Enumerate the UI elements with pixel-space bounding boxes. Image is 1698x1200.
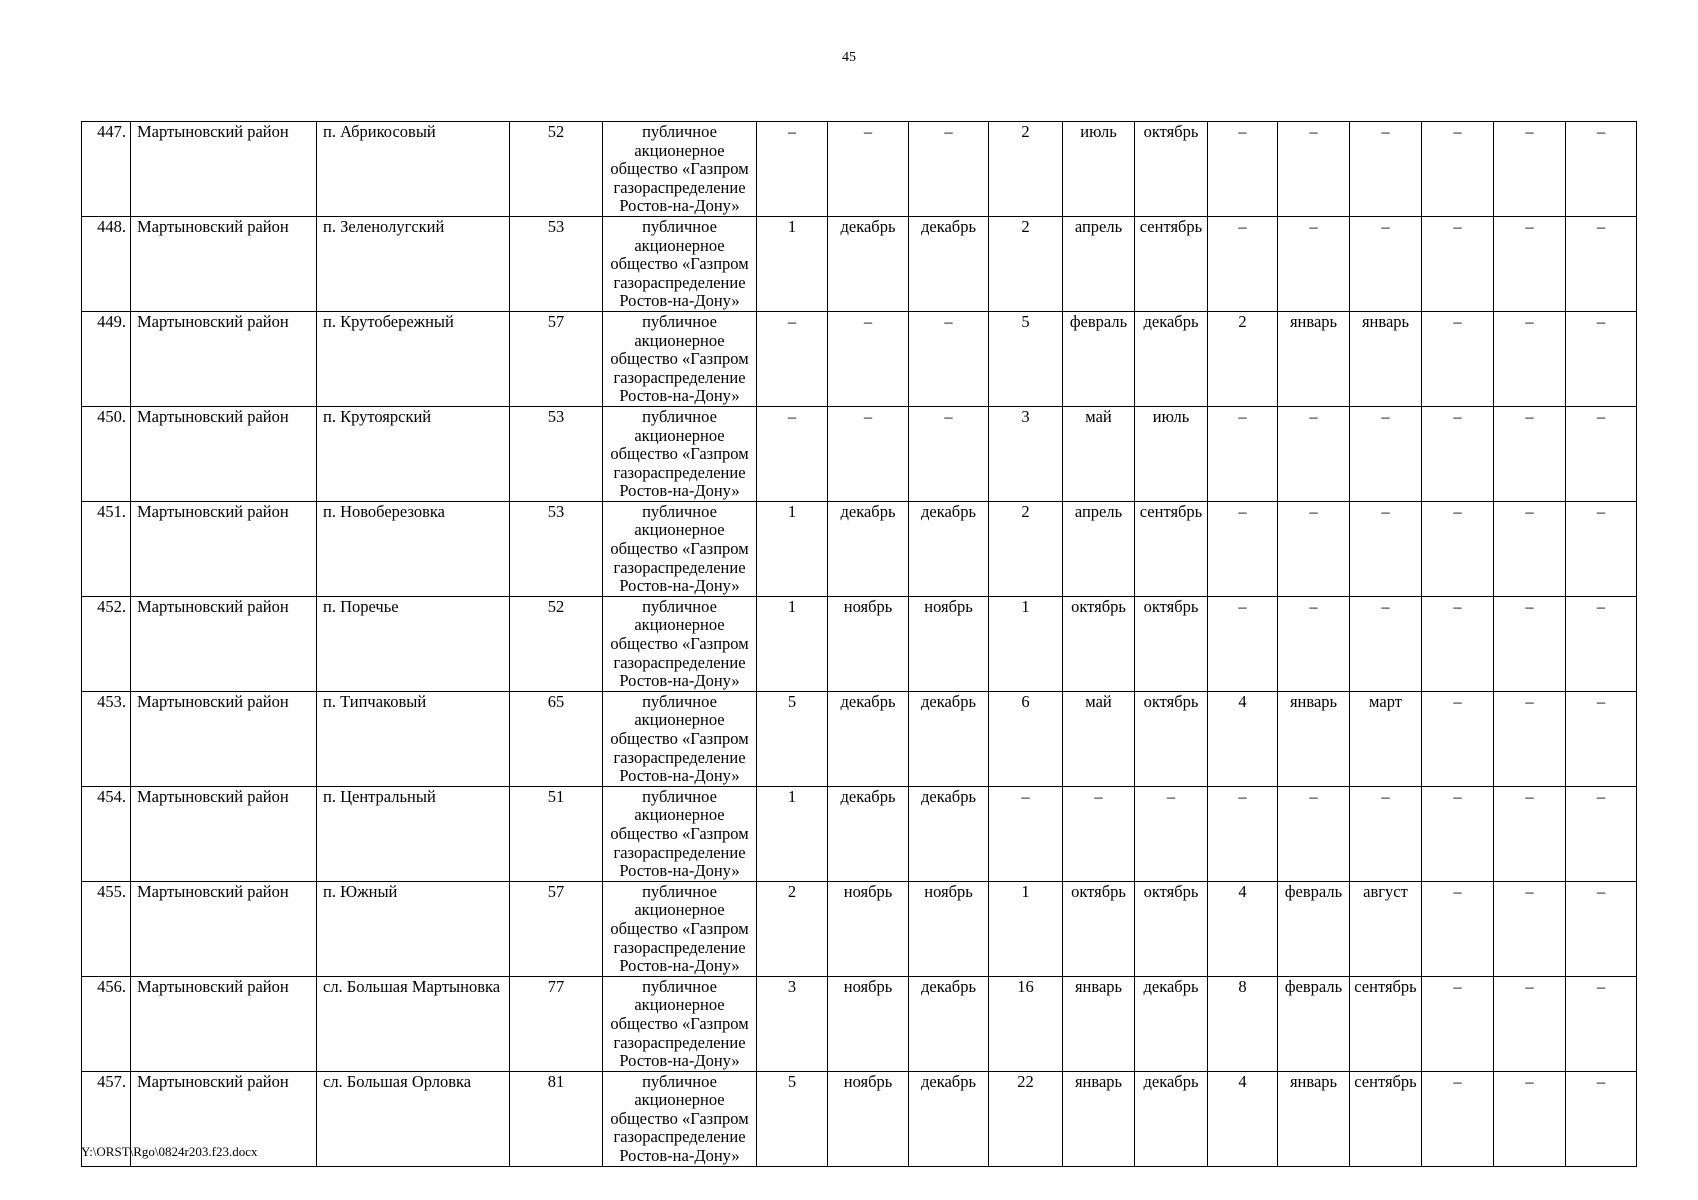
- count-cell: 53: [510, 501, 603, 596]
- schedule-cell: –: [1278, 216, 1350, 311]
- schedule-cell: декабрь: [909, 976, 989, 1071]
- schedule-cell: –: [1566, 596, 1637, 691]
- schedule-cell: –: [828, 122, 909, 217]
- schedule-cell: –: [1278, 501, 1350, 596]
- schedule-cell: –: [1208, 122, 1278, 217]
- organization-cell: публичное акционерное общество «Газпром газораспределение Ростов-на-Дону»: [603, 216, 757, 311]
- schedule-cell: –: [1278, 786, 1350, 881]
- schedule-cell: май: [1063, 406, 1135, 501]
- schedule-cell: декабрь: [828, 501, 909, 596]
- schedule-cell: –: [1494, 311, 1566, 406]
- count-cell: 57: [510, 311, 603, 406]
- row-number-cell: 450.: [82, 406, 131, 501]
- row-number-cell: 449.: [82, 311, 131, 406]
- schedule-cell: 3: [757, 976, 828, 1071]
- schedule-cell: –: [1422, 786, 1494, 881]
- district-cell: Мартыновский район: [131, 406, 317, 501]
- schedule-cell: –: [1566, 786, 1637, 881]
- locality-cell: п. Типчаковый: [317, 691, 510, 786]
- schedule-cell: –: [1494, 786, 1566, 881]
- schedule-cell: январь: [1278, 311, 1350, 406]
- schedule-cell: –: [757, 406, 828, 501]
- count-cell: 57: [510, 881, 603, 976]
- organization-cell: публичное акционерное общество «Газпром газораспределение Ростов-на-Дону»: [603, 786, 757, 881]
- schedule-cell: ноябрь: [828, 881, 909, 976]
- schedule-cell: декабрь: [909, 501, 989, 596]
- schedule-cell: май: [1063, 691, 1135, 786]
- table-row: [82, 311, 1637, 406]
- schedule-cell: апрель: [1063, 501, 1135, 596]
- schedule-cell: –: [1063, 786, 1135, 881]
- schedule-cell: август: [1350, 881, 1422, 976]
- schedule-cell: сентябрь: [1350, 976, 1422, 1071]
- schedule-cell: сентябрь: [1350, 1071, 1422, 1166]
- schedule-cell: октябрь: [1063, 596, 1135, 691]
- schedule-cell: 5: [989, 311, 1063, 406]
- schedule-cell: 1: [989, 596, 1063, 691]
- schedule-cell: –: [757, 122, 828, 217]
- schedule-cell: 2: [989, 501, 1063, 596]
- district-cell: Мартыновский район: [131, 501, 317, 596]
- table-row: [82, 596, 1637, 691]
- organization-cell: публичное акционерное общество «Газпром газораспределение Ростов-на-Дону»: [603, 406, 757, 501]
- schedule-cell: 2: [757, 881, 828, 976]
- schedule-cell: 1: [757, 216, 828, 311]
- schedule-cell: –: [1278, 122, 1350, 217]
- schedule-cell: январь: [1350, 311, 1422, 406]
- schedule-cell: –: [1494, 501, 1566, 596]
- schedule-cell: –: [989, 786, 1063, 881]
- schedule-cell: –: [1208, 406, 1278, 501]
- schedule-cell: –: [1494, 216, 1566, 311]
- schedule-cell: –: [828, 406, 909, 501]
- schedule-cell: ноябрь: [828, 1071, 909, 1166]
- schedule-cell: июль: [1063, 122, 1135, 217]
- schedule-cell: –: [1494, 122, 1566, 217]
- schedule-cell: –: [828, 311, 909, 406]
- schedule-cell: ноябрь: [909, 596, 989, 691]
- district-cell: Мартыновский район: [131, 596, 317, 691]
- schedule-cell: –: [1350, 406, 1422, 501]
- locality-cell: сл. Большая Орловка: [317, 1071, 510, 1166]
- schedule-cell: –: [1422, 501, 1494, 596]
- schedule-cell: март: [1350, 691, 1422, 786]
- schedule-cell: –: [1566, 216, 1637, 311]
- schedule-cell: 4: [1208, 691, 1278, 786]
- schedule-cell: –: [1494, 406, 1566, 501]
- schedule-cell: –: [1566, 1071, 1637, 1166]
- schedule-cell: декабрь: [828, 691, 909, 786]
- schedule-cell: –: [1494, 881, 1566, 976]
- schedule-cell: январь: [1063, 1071, 1135, 1166]
- schedule-cell: –: [909, 406, 989, 501]
- schedule-cell: –: [1494, 1071, 1566, 1166]
- locality-cell: п. Южный: [317, 881, 510, 976]
- schedule-cell: декабрь: [1135, 311, 1208, 406]
- district-cell: Мартыновский район: [131, 1071, 317, 1166]
- schedule-cell: –: [1566, 976, 1637, 1071]
- page-number: 45: [842, 50, 856, 65]
- row-number-cell: 457.: [82, 1071, 131, 1166]
- locality-cell: п. Новоберезовка: [317, 501, 510, 596]
- schedule-cell: –: [1422, 122, 1494, 217]
- schedule-cell: –: [1350, 501, 1422, 596]
- schedule-cell: –: [1278, 406, 1350, 501]
- schedule-cell: октябрь: [1135, 881, 1208, 976]
- schedule-cell: –: [1566, 501, 1637, 596]
- schedule-cell: –: [1566, 406, 1637, 501]
- locality-cell: п. Крутоярский: [317, 406, 510, 501]
- schedule-cell: апрель: [1063, 216, 1135, 311]
- schedule-cell: сентябрь: [1135, 216, 1208, 311]
- schedule-cell: –: [1422, 406, 1494, 501]
- schedule-cell: 1: [757, 786, 828, 881]
- schedule-cell: февраль: [1063, 311, 1135, 406]
- schedule-cell: 1: [757, 501, 828, 596]
- schedule-cell: –: [1422, 216, 1494, 311]
- organization-cell: публичное акционерное общество «Газпром газораспределение Ростов-на-Дону»: [603, 881, 757, 976]
- schedule-cell: –: [1350, 216, 1422, 311]
- row-number-cell: 453.: [82, 691, 131, 786]
- schedule-cell: 6: [989, 691, 1063, 786]
- locality-cell: п. Крутобережный: [317, 311, 510, 406]
- locality-cell: п. Абрикосовый: [317, 122, 510, 217]
- organization-cell: публичное акционерное общество «Газпром газораспределение Ростов-на-Дону»: [603, 691, 757, 786]
- schedule-cell: февраль: [1278, 881, 1350, 976]
- organization-cell: публичное акционерное общество «Газпром газораспределение Ростов-на-Дону»: [603, 311, 757, 406]
- schedule-cell: декабрь: [828, 216, 909, 311]
- schedule-cell: ноябрь: [909, 881, 989, 976]
- schedule-cell: сентябрь: [1135, 501, 1208, 596]
- schedule-cell: 5: [757, 1071, 828, 1166]
- count-cell: 51: [510, 786, 603, 881]
- schedule-cell: –: [1422, 311, 1494, 406]
- district-cell: Мартыновский район: [131, 691, 317, 786]
- schedule-cell: –: [909, 122, 989, 217]
- schedule-cell: –: [1494, 596, 1566, 691]
- row-number-cell: 452.: [82, 596, 131, 691]
- schedule-cell: –: [1566, 311, 1637, 406]
- schedule-cell: 8: [1208, 976, 1278, 1071]
- locality-cell: сл. Большая Мартыновка: [317, 976, 510, 1071]
- organization-cell: публичное акционерное общество «Газпром газораспределение Ростов-на-Дону»: [603, 1071, 757, 1166]
- district-cell: Мартыновский район: [131, 881, 317, 976]
- schedule-cell: февраль: [1278, 976, 1350, 1071]
- schedule-cell: январь: [1278, 1071, 1350, 1166]
- schedule-cell: октябрь: [1063, 881, 1135, 976]
- schedule-cell: декабрь: [909, 1071, 989, 1166]
- locality-cell: п. Центральный: [317, 786, 510, 881]
- table-row: [82, 216, 1637, 311]
- count-cell: 81: [510, 1071, 603, 1166]
- schedule-cell: 2: [989, 122, 1063, 217]
- count-cell: 52: [510, 122, 603, 217]
- schedule-cell: –: [909, 311, 989, 406]
- row-number-cell: 455.: [82, 881, 131, 976]
- count-cell: 77: [510, 976, 603, 1071]
- table-row: [82, 501, 1637, 596]
- locality-cell: п. Зеленолугский: [317, 216, 510, 311]
- district-cell: Мартыновский район: [131, 976, 317, 1071]
- schedule-cell: 22: [989, 1071, 1063, 1166]
- schedule-cell: –: [1422, 881, 1494, 976]
- schedule-cell: 4: [1208, 881, 1278, 976]
- table-row: [82, 122, 1637, 217]
- schedule-cell: декабрь: [1135, 976, 1208, 1071]
- district-cell: Мартыновский район: [131, 311, 317, 406]
- district-cell: Мартыновский район: [131, 786, 317, 881]
- organization-cell: публичное акционерное общество «Газпром газораспределение Ростов-на-Дону»: [603, 596, 757, 691]
- schedule-cell: декабрь: [1135, 1071, 1208, 1166]
- schedule-cell: –: [757, 311, 828, 406]
- row-number-cell: 456.: [82, 976, 131, 1071]
- table-row: [82, 406, 1637, 501]
- row-number-cell: 447.: [82, 122, 131, 217]
- schedule-cell: –: [1422, 976, 1494, 1071]
- schedule-cell: 2: [989, 216, 1063, 311]
- table-row: [82, 691, 1637, 786]
- schedule-cell: декабрь: [909, 691, 989, 786]
- schedule-cell: –: [1350, 122, 1422, 217]
- schedule-cell: –: [1208, 596, 1278, 691]
- schedule-cell: 16: [989, 976, 1063, 1071]
- district-cell: Мартыновский район: [131, 122, 317, 217]
- schedule-cell: –: [1350, 786, 1422, 881]
- count-cell: 53: [510, 216, 603, 311]
- schedule-cell: –: [1278, 596, 1350, 691]
- schedule-cell: –: [1135, 786, 1208, 881]
- organization-cell: публичное акционерное общество «Газпром газораспределение Ростов-на-Дону»: [603, 122, 757, 217]
- row-number-cell: 451.: [82, 501, 131, 596]
- organization-cell: публичное акционерное общество «Газпром газораспределение Ростов-на-Дону»: [603, 501, 757, 596]
- schedule-cell: –: [1566, 122, 1637, 217]
- schedule-cell: январь: [1278, 691, 1350, 786]
- schedule-cell: декабрь: [909, 216, 989, 311]
- schedule-cell: ноябрь: [828, 596, 909, 691]
- row-number-cell: 448.: [82, 216, 131, 311]
- schedule-cell: январь: [1063, 976, 1135, 1071]
- count-cell: 52: [510, 596, 603, 691]
- schedule-cell: октябрь: [1135, 596, 1208, 691]
- schedule-cell: –: [1494, 976, 1566, 1071]
- footer-file-path: Y:\ORST\Rgo\0824r203.f23.docx: [81, 1144, 258, 1159]
- schedule-cell: 2: [1208, 311, 1278, 406]
- schedule-cell: –: [1208, 786, 1278, 881]
- schedule-cell: 3: [989, 406, 1063, 501]
- schedule-cell: –: [1350, 596, 1422, 691]
- schedule-cell: декабрь: [909, 786, 989, 881]
- schedule-cell: ноябрь: [828, 976, 909, 1071]
- table-row: [82, 976, 1637, 1071]
- schedule-cell: декабрь: [828, 786, 909, 881]
- schedule-cell: 5: [757, 691, 828, 786]
- count-cell: 65: [510, 691, 603, 786]
- schedule-cell: октябрь: [1135, 122, 1208, 217]
- district-cell: Мартыновский район: [131, 216, 317, 311]
- schedule-cell: –: [1566, 691, 1637, 786]
- schedule-cell: –: [1422, 596, 1494, 691]
- schedule-cell: –: [1208, 216, 1278, 311]
- table-row: [82, 881, 1637, 976]
- schedule-cell: июль: [1135, 406, 1208, 501]
- schedule-cell: –: [1566, 881, 1637, 976]
- organization-cell: публичное акционерное общество «Газпром газораспределение Ростов-на-Дону»: [603, 976, 757, 1071]
- schedule-cell: 1: [757, 596, 828, 691]
- schedule-cell: –: [1422, 691, 1494, 786]
- schedule-cell: –: [1494, 691, 1566, 786]
- table-row: [82, 786, 1637, 881]
- data-table: [81, 121, 1637, 1167]
- schedule-cell: –: [1422, 1071, 1494, 1166]
- table-row: [82, 1071, 1637, 1166]
- locality-cell: п. Поречье: [317, 596, 510, 691]
- row-number-cell: 454.: [82, 786, 131, 881]
- schedule-cell: 1: [989, 881, 1063, 976]
- schedule-cell: –: [1208, 501, 1278, 596]
- schedule-cell: 4: [1208, 1071, 1278, 1166]
- schedule-cell: октябрь: [1135, 691, 1208, 786]
- count-cell: 53: [510, 406, 603, 501]
